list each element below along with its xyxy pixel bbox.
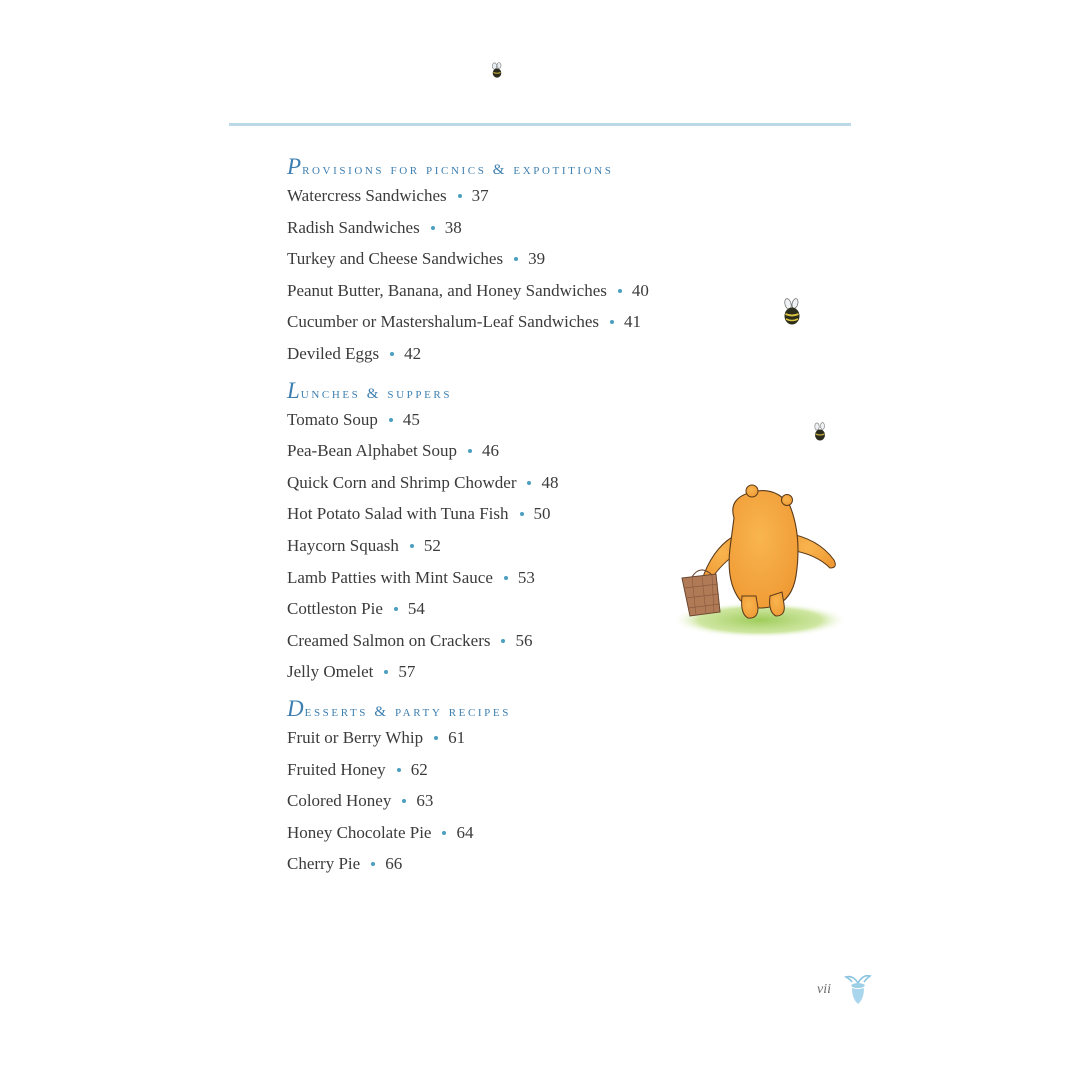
entry-page: 57 <box>398 662 416 682</box>
toc-entry[interactable] <box>287 435 767 467</box>
heading-text: unches & suppers <box>300 385 453 402</box>
entry-page: 42 <box>404 343 422 363</box>
toc-entry[interactable] <box>287 243 767 275</box>
entry-title: Jelly Omelet <box>287 662 374 682</box>
bullet-dot <box>390 352 394 356</box>
entry-title: Quick Corn and Shrimp Chowder <box>287 472 517 492</box>
entry-page: 45 <box>402 409 420 429</box>
entry-title: Fruited Honey <box>287 759 386 779</box>
bullet-dot <box>384 670 388 674</box>
entry-title: Creamed Salmon on Crackers <box>287 630 491 650</box>
entry-page: 63 <box>416 791 434 811</box>
toc-section-provisions <box>287 152 767 370</box>
heading-initial: L <box>287 377 301 403</box>
entry-title: Watercress Sandwiches <box>287 186 447 205</box>
bullet-dot <box>394 607 398 611</box>
bullet-dot <box>468 449 472 453</box>
entry-page: 46 <box>481 441 499 461</box>
entry-title: Colored Honey <box>287 791 392 811</box>
heading-text: rovisions for picnics & expotitions <box>302 162 614 178</box>
entry-title: Peanut Butter, Banana, and Honey Sandwiches <box>287 280 607 300</box>
heading-initial: D <box>287 695 305 721</box>
bullet-dot <box>458 194 462 198</box>
toc-entry[interactable] <box>287 306 767 338</box>
page-number: vii <box>817 982 831 997</box>
section-heading <box>287 694 767 722</box>
bullet-dot <box>389 418 393 422</box>
entry-title: Lamb Patties with Mint Sauce <box>287 567 493 587</box>
entry-page: 41 <box>624 312 642 332</box>
entry-page: 52 <box>423 535 441 555</box>
toc-entry[interactable] <box>287 785 767 817</box>
entry-page: 48 <box>541 472 559 492</box>
entry-page: 39 <box>528 249 546 269</box>
section-heading <box>287 152 767 180</box>
entry-title: Radish Sandwiches <box>287 217 420 237</box>
toc-entry[interactable] <box>287 593 767 625</box>
entry-title: Fruit or Berry Whip <box>287 727 424 747</box>
bullet-dot <box>442 831 446 835</box>
entry-page: 66 <box>385 854 403 874</box>
bee-icon <box>812 422 828 442</box>
toc-entry[interactable] <box>287 404 767 436</box>
bee-icon <box>780 298 804 328</box>
entry-title: Cottleston Pie <box>287 599 383 619</box>
bullet-dot <box>402 799 406 803</box>
entry-title: Cucumber or Mastershalum-Leaf Sandwiches <box>287 312 600 332</box>
toc-section-desserts <box>287 694 767 880</box>
bullet-dot <box>501 639 505 643</box>
toc-entry[interactable] <box>287 722 767 754</box>
toc-entry[interactable] <box>287 498 767 530</box>
entry-title: Cherry Pie <box>287 854 361 874</box>
bullet-dot <box>610 320 614 324</box>
heading-initial: P <box>287 154 303 179</box>
section-heading <box>287 376 767 404</box>
toc-entry[interactable] <box>287 848 767 880</box>
entry-title: Turkey and Cheese Sandwiches <box>287 249 504 269</box>
table-of-contents <box>287 152 767 886</box>
bullet-dot <box>504 576 508 580</box>
bullet-dot <box>397 768 401 772</box>
toc-entry[interactable] <box>287 338 767 370</box>
toc-entry[interactable] <box>287 817 767 849</box>
entry-title: Tomato Soup <box>287 409 378 429</box>
acorn-ornament-icon <box>843 973 873 1007</box>
toc-entry[interactable] <box>287 656 767 688</box>
entry-page: 40 <box>631 280 649 300</box>
toc-entry[interactable] <box>287 754 767 786</box>
toc-entry[interactable] <box>287 180 767 212</box>
bullet-dot <box>434 736 438 740</box>
heading-text: esserts & party recipes <box>304 703 511 720</box>
bee-icon <box>490 62 504 80</box>
entry-page: 64 <box>456 822 474 842</box>
toc-entry[interactable] <box>287 467 767 499</box>
entry-page: 53 <box>517 567 535 587</box>
entry-page: 61 <box>448 727 466 747</box>
header-rule <box>229 123 851 126</box>
bullet-dot <box>410 544 414 548</box>
entry-page: 54 <box>407 599 425 619</box>
bullet-dot <box>431 226 435 230</box>
bullet-dot <box>514 257 518 261</box>
entry-title: Honey Chocolate Pie <box>287 822 432 842</box>
entry-title: Pea-Bean Alphabet Soup <box>287 441 457 461</box>
toc-section-lunches <box>287 376 767 688</box>
entry-page: 56 <box>515 630 533 650</box>
bullet-dot <box>371 862 375 866</box>
toc-entry[interactable] <box>287 212 767 244</box>
entry-page: 38 <box>444 217 462 237</box>
bullet-dot <box>520 512 524 516</box>
entry-page: 62 <box>410 759 428 779</box>
toc-entry[interactable] <box>287 275 767 307</box>
entry-title: Hot Potato Salad with Tuna Fish <box>287 504 509 524</box>
toc-entry[interactable] <box>287 625 767 657</box>
toc-entry[interactable] <box>287 530 767 562</box>
toc-entry[interactable] <box>287 562 767 594</box>
entry-title: Haycorn Squash <box>287 535 399 555</box>
entry-title: Deviled Eggs <box>287 343 380 363</box>
entry-page: 50 <box>533 504 551 524</box>
bullet-dot <box>618 289 622 293</box>
entry-page: 37 <box>471 186 489 205</box>
bullet-dot <box>527 481 531 485</box>
